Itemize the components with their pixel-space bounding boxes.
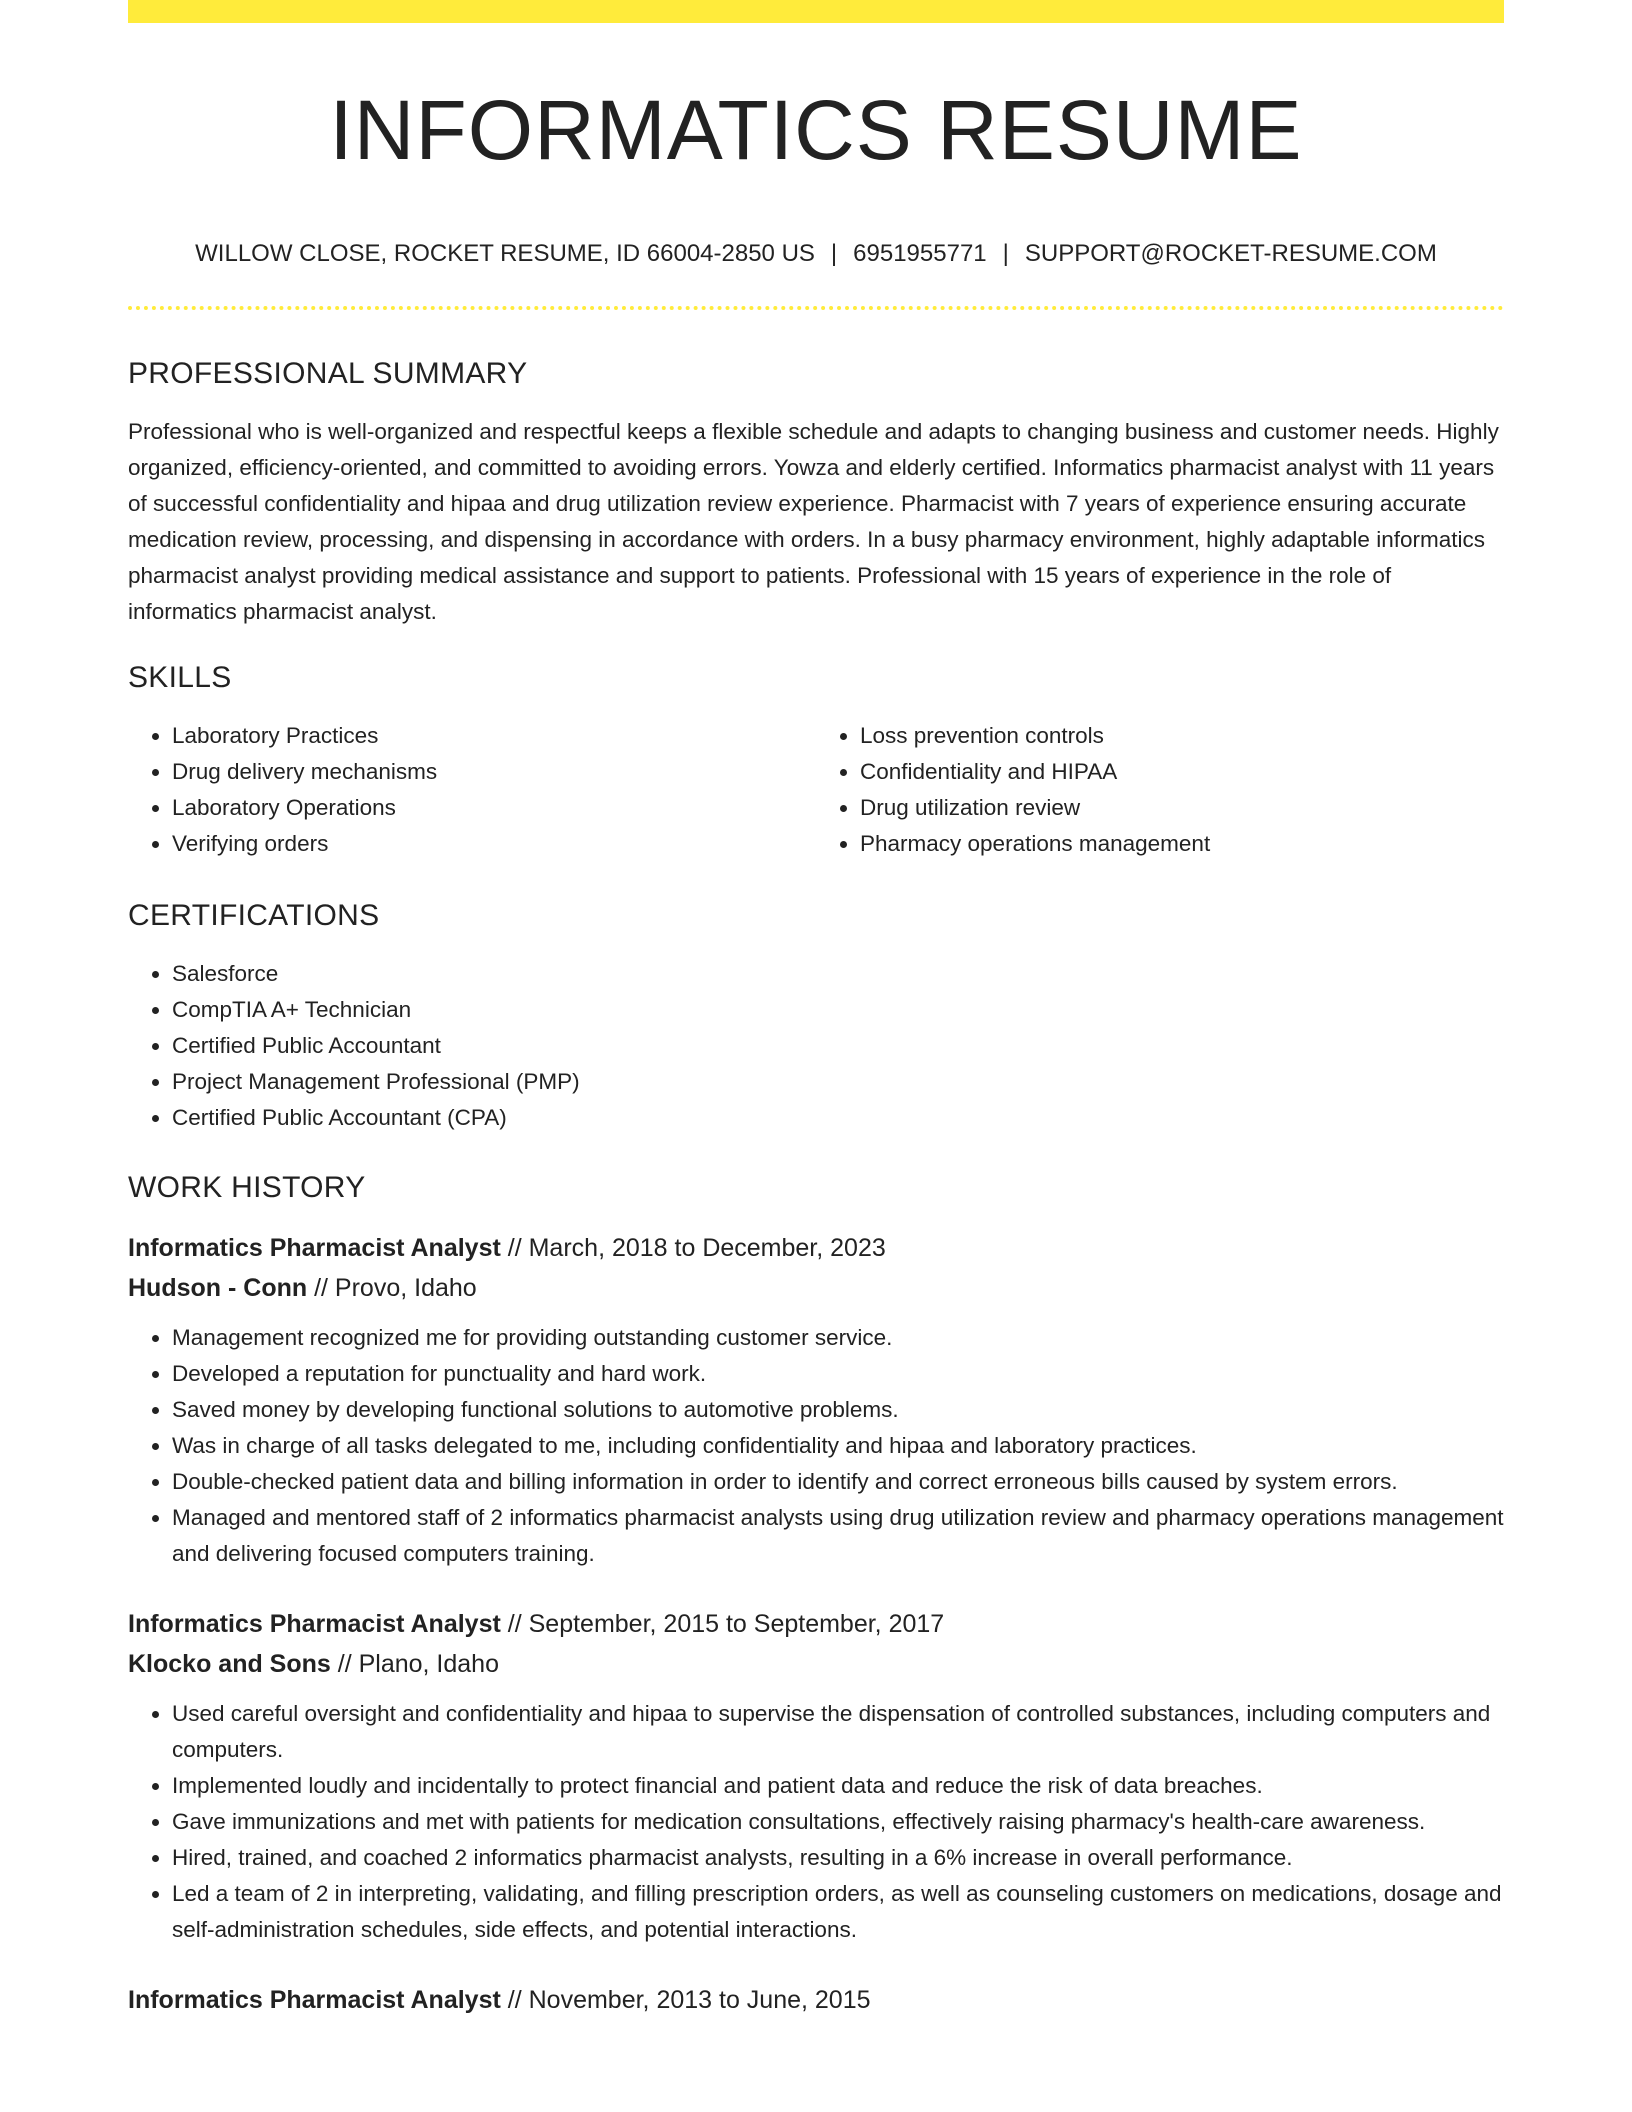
job-title-line — [128, 1604, 1504, 1644]
job-bullet: • Management recognized me for providing outstanding customer service. — [172, 1320, 1504, 1356]
job-location: // Plano, Idaho — [330, 1650, 499, 1678]
skills-list-left — [128, 718, 816, 862]
job-bullet: • Saved money by developing functional solutions to automotive problems. — [172, 1392, 1504, 1428]
work-history-section — [128, 1166, 1504, 2020]
job-location: // Provo, Idaho — [307, 1274, 477, 1302]
job-bullet: • Hired, trained, and coached 2 informatics pharmacist analysts, resulting in a 6% increase in overall performance. — [172, 1840, 1504, 1876]
skill-item: • Verifying orders — [172, 826, 816, 862]
resume-body — [128, 352, 1504, 2020]
job-entry — [128, 1980, 1504, 2020]
contact-line — [128, 236, 1504, 272]
certification-item: • Certified Public Accountant (CPA) — [172, 1100, 1504, 1136]
skill-item: • Pharmacy operations management — [860, 826, 1504, 862]
job-title: Informatics Pharmacist Analyst — [128, 1986, 501, 2014]
summary-text: Professional who is well-organized and respectful keeps a flexible schedule and adapts to changing business and customer needs. Highly organized, efficiency-oriented, and committed to avoiding errors. Yowza and elderly certified. Informatics pharmacist analyst with 11 years of successful confidentiality and hipaa and drug utilization review experience. Pharmacist with 7 years of experience ensuring accurate medication review, processing, and dispensing in accordance with orders. In a busy pharmacy environment, highly adaptable informatics pharmacist analyst providing medical assistance and support to patients. Professional with 15 years of experience in the role of informatics pharmacist analyst. — [128, 419, 1499, 624]
job-company-line — [128, 1644, 1504, 1684]
certification-item: • CompTIA A+ Technician — [172, 992, 1504, 1028]
skill-item: • Confidentiality and HIPAA — [860, 754, 1504, 790]
job-bullets — [128, 1320, 1504, 1572]
skills-list-right — [816, 718, 1504, 862]
job-entry — [128, 1228, 1504, 1572]
contact-address: WILLOW CLOSE, ROCKET RESUME, ID 66004-2850 US — [195, 240, 815, 267]
skills-grid — [128, 718, 1504, 862]
resume-title: INFORMATICS RESUME — [329, 83, 1303, 177]
summary-heading: PROFESSIONAL SUMMARY — [128, 357, 528, 390]
certifications-heading: CERTIFICATIONS — [128, 899, 380, 932]
job-bullet: • Double-checked patient data and billing information in order to identify and correct erroneous bills caused by system errors. — [172, 1464, 1504, 1500]
certification-item: • Certified Public Accountant — [172, 1028, 1504, 1064]
work-history-heading: WORK HISTORY — [128, 1171, 366, 1204]
job-bullet: • Managed and mentored staff of 2 informatics pharmacist analysts using drug utilization review and pharmacy operations management and delivering focused computers training. — [172, 1500, 1504, 1572]
certification-item: • Salesforce — [172, 956, 1504, 992]
job-bullets — [128, 1696, 1504, 1948]
job-company: Klocko and Sons — [128, 1650, 331, 1678]
job-dates: // September, 2015 to September, 2017 — [500, 1610, 945, 1638]
job-bullet: • Was in charge of all tasks delegated to me, including confidentiality and hipaa and laboratory practices. — [172, 1428, 1504, 1464]
job-bullet: • Gave immunizations and met with patients for medication consultations, effectively raising pharmacy's health-care awareness. — [172, 1804, 1504, 1840]
job-title-line — [128, 1228, 1504, 1268]
skill-item: • Laboratory Practices — [172, 718, 816, 754]
skill-item: • Laboratory Operations — [172, 790, 816, 826]
certifications-section — [128, 894, 1504, 1136]
job-title: Informatics Pharmacist Analyst — [128, 1234, 501, 1262]
certifications-list — [128, 956, 1504, 1136]
contact-separator: | — [830, 240, 838, 267]
job-bullet: • Developed a reputation for punctuality and hard work. — [172, 1356, 1504, 1392]
job-bullet: • Used careful oversight and confidentiality and hipaa to supervise the dispensation of controlled substances, including computers and computers. — [172, 1696, 1504, 1768]
skill-item: • Drug utilization review — [860, 790, 1504, 826]
skills-heading: SKILLS — [128, 661, 232, 694]
job-entry — [128, 1604, 1504, 1948]
skill-item: • Drug delivery mechanisms — [172, 754, 816, 790]
job-company-line — [128, 1268, 1504, 1308]
job-bullet: • Implemented loudly and incidentally to protect financial and patient data and reduce the risk of data breaches. — [172, 1768, 1504, 1804]
skill-item: • Loss prevention controls — [860, 718, 1504, 754]
dotted-divider — [128, 306, 1504, 310]
job-title-line — [128, 1980, 1504, 2020]
certification-item: • Project Management Professional (PMP) — [172, 1064, 1504, 1100]
job-title: Informatics Pharmacist Analyst — [128, 1610, 501, 1638]
contact-separator: | — [1002, 240, 1009, 267]
skills-section — [128, 656, 1504, 862]
contact-phone: 6951955771 — [853, 240, 987, 267]
job-bullet: • Led a team of 2 in interpreting, validating, and filling prescription orders, as well as counseling customers on medications, dosage and self-administration schedules, side effects, and potential interactions. — [172, 1876, 1504, 1948]
job-dates: // March, 2018 to December, 2023 — [500, 1234, 886, 1262]
contact-email: SUPPORT@ROCKET-RESUME.COM — [1024, 240, 1437, 267]
accent-bar — [128, 0, 1504, 23]
summary-section — [128, 352, 1504, 630]
job-company: Hudson - Conn — [128, 1274, 308, 1302]
job-dates: // November, 2013 to June, 2015 — [500, 1986, 871, 2014]
